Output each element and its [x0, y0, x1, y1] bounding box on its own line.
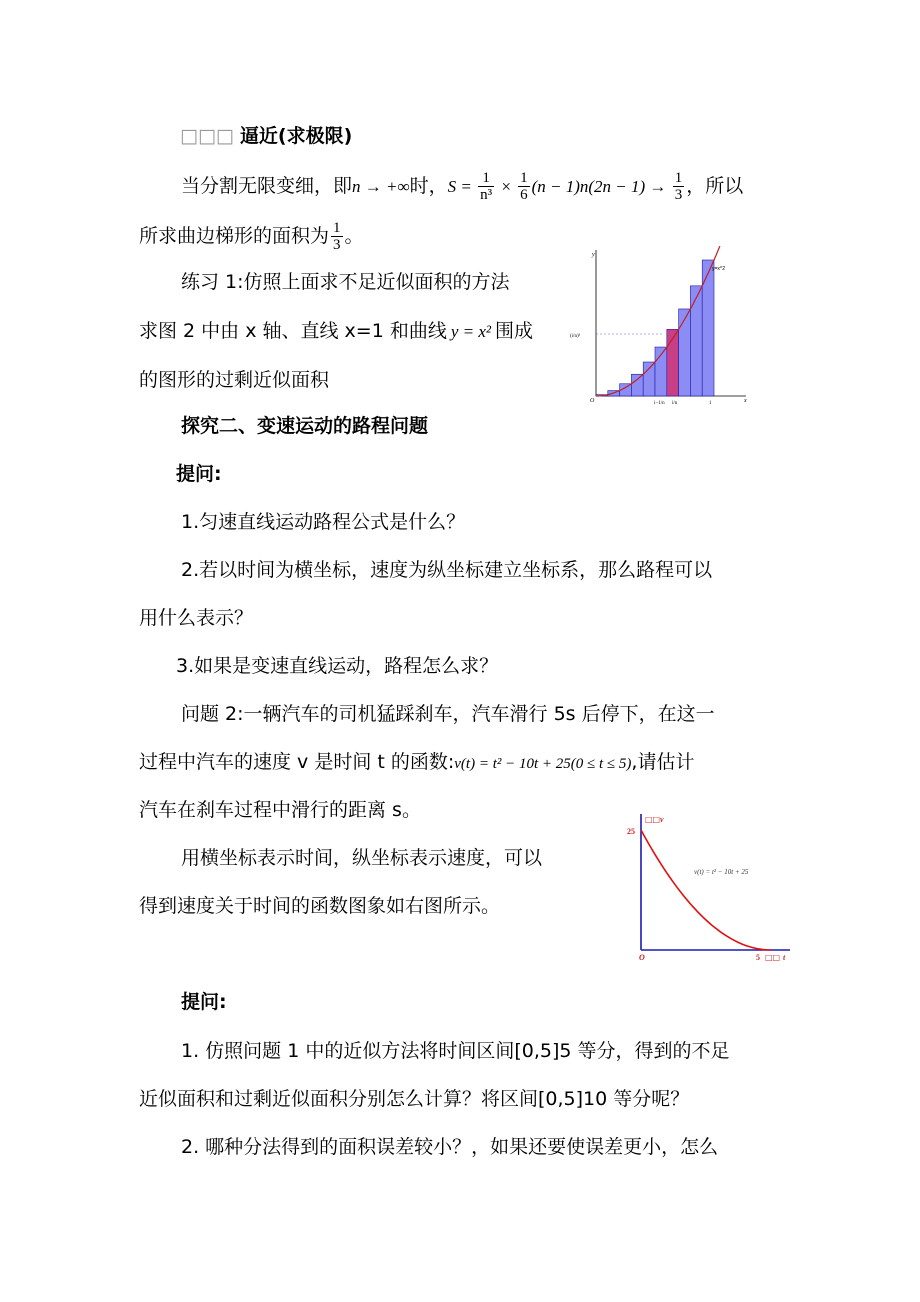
limit-paragraph-line1 [181, 170, 743, 203]
problem2-line3: 汽车在刹车过程中滑行的距离 s。 [139, 799, 421, 821]
graph-desc-line1: 用横坐标表示时间，纵坐标表示速度，可以 [181, 847, 543, 869]
fig1-curve-label: y=x^2 [712, 266, 726, 272]
limit-paragraph-line2 [139, 220, 364, 253]
fig1-tick-one: 1 [709, 401, 712, 406]
limit-lead-text: 当分割无限变细，即 [181, 175, 353, 197]
limit-tail-text: ，所以 [686, 175, 744, 197]
fig2-origin: O [639, 953, 645, 962]
velocity-formula: v(t) = t² − 10t + 25(0 ≤ t ≤ 5) [454, 756, 632, 772]
formula-eq: = [456, 177, 477, 196]
exercise-line3: 的图形的过剩近似面积 [139, 369, 330, 391]
frac1-num: 1 [478, 170, 494, 187]
fig1-y-label: y [592, 252, 595, 258]
fraction-1-over-n3 [478, 170, 494, 203]
exercise-line2-tail: 围成 [495, 320, 534, 342]
area-result-fraction [331, 220, 343, 253]
problem2-line2-tail: ,请估计 [631, 751, 695, 773]
question-b-1-cont: 近似面积和过剩近似面积分别怎么计算？将区间[0,5]10 等分呢？ [139, 1088, 690, 1110]
frac3-den: 3 [674, 187, 683, 203]
time-text: 时， [409, 175, 448, 197]
fig2-x-tick: 5 [756, 953, 760, 962]
frac2-den: 6 [520, 187, 528, 203]
section-title [180, 124, 352, 148]
result-den: 3 [333, 237, 341, 253]
section-title-label: 逼近(求极限) [239, 125, 353, 147]
question-a-2: 2.若以时间为横坐标，速度为纵坐标建立坐标系，那么路程可以 [181, 559, 713, 581]
explore-title: 探究二、变速运动的路程问题 [181, 415, 429, 437]
question-a-2-cont: 用什么表示？ [139, 607, 254, 629]
question-b-1: 1. 仿照问题 1 中的近似方法将时间区间[0,5]5 等分，得到的不足 [181, 1040, 730, 1062]
question-a-3: 3.如果是变速直线运动，路程怎么求？ [176, 655, 499, 677]
frac1-den: n³ [480, 187, 493, 203]
fig1-origin: O [590, 398, 595, 404]
problem2-line2-lead: 过程中汽车的速度 v 是时间 t 的函数: [139, 751, 455, 773]
exercise-curve-formula: y = x² [450, 322, 491, 341]
exercise-line1: 练习 1:仿照上面求不足近似面积的方法 [181, 271, 510, 293]
fig2-y-tick: 25 [627, 827, 635, 836]
fraction-1-over-3 [673, 170, 685, 203]
fig2-y-label: v [660, 815, 664, 824]
exercise-line2-lead: 求图 2 中由 x 轴、直线 x=1 和曲线 [139, 320, 447, 342]
fig1-tick-b: i/n [672, 401, 678, 406]
frac3-num: 1 [674, 170, 683, 186]
figure-velocity-curve [612, 808, 802, 968]
graph-desc-line2: 得到速度关于时间的函数图象如右图所示。 [139, 895, 501, 917]
fig1-x-label: x [744, 398, 747, 404]
fig2-y-marker: □□ [645, 815, 661, 824]
fraction-1-over-6 [518, 170, 530, 203]
fig1-bar [702, 260, 714, 396]
fig2-velocity-parabola [641, 830, 771, 950]
frac2-num: 1 [520, 170, 528, 186]
problem2-line1: 问题 2:一辆汽车的司机猛踩刹车，汽车滑行 5s 后停下，在这一 [181, 703, 715, 725]
fig2-formula: v(t) = t² − 10t + 25 [694, 868, 749, 876]
area-result-end: 。 [344, 225, 364, 247]
result-num: 1 [333, 220, 341, 236]
fig1-left-marker: (i/n)² [570, 334, 581, 339]
fig2-x-marker: □□ [765, 953, 781, 962]
condition-n: n [352, 177, 361, 196]
fig1-bar [679, 309, 691, 396]
fig1-bar [690, 286, 702, 396]
formula-times: × [496, 177, 517, 196]
fig1-bar [631, 374, 643, 396]
figure-parabola-bars [562, 242, 752, 412]
problem2-line2 [139, 750, 694, 776]
fig1-bar [643, 362, 655, 396]
fig2-x-label: t [783, 953, 786, 962]
fig1-tick-a: i−1/n [654, 401, 665, 406]
area-result-lead: 所求曲边梯形的面积为 [139, 225, 330, 247]
condition-arrow: → +∞ [360, 177, 410, 196]
question-b-2: 2. 哪种分法得到的面积误差较小？，如果还要使误差更小，怎么 [181, 1136, 719, 1158]
section-marker: □□□ [180, 125, 234, 147]
exercise-line2 [139, 319, 533, 344]
ask-title-1: 提问: [176, 463, 222, 485]
ask-title-2: 提问: [181, 991, 227, 1013]
formula-S: S [447, 177, 457, 196]
question-a-1: 1.匀速直线运动路程公式是什么？ [181, 511, 466, 533]
formula-expr: (n − 1)n(2n − 1) → [531, 177, 671, 196]
